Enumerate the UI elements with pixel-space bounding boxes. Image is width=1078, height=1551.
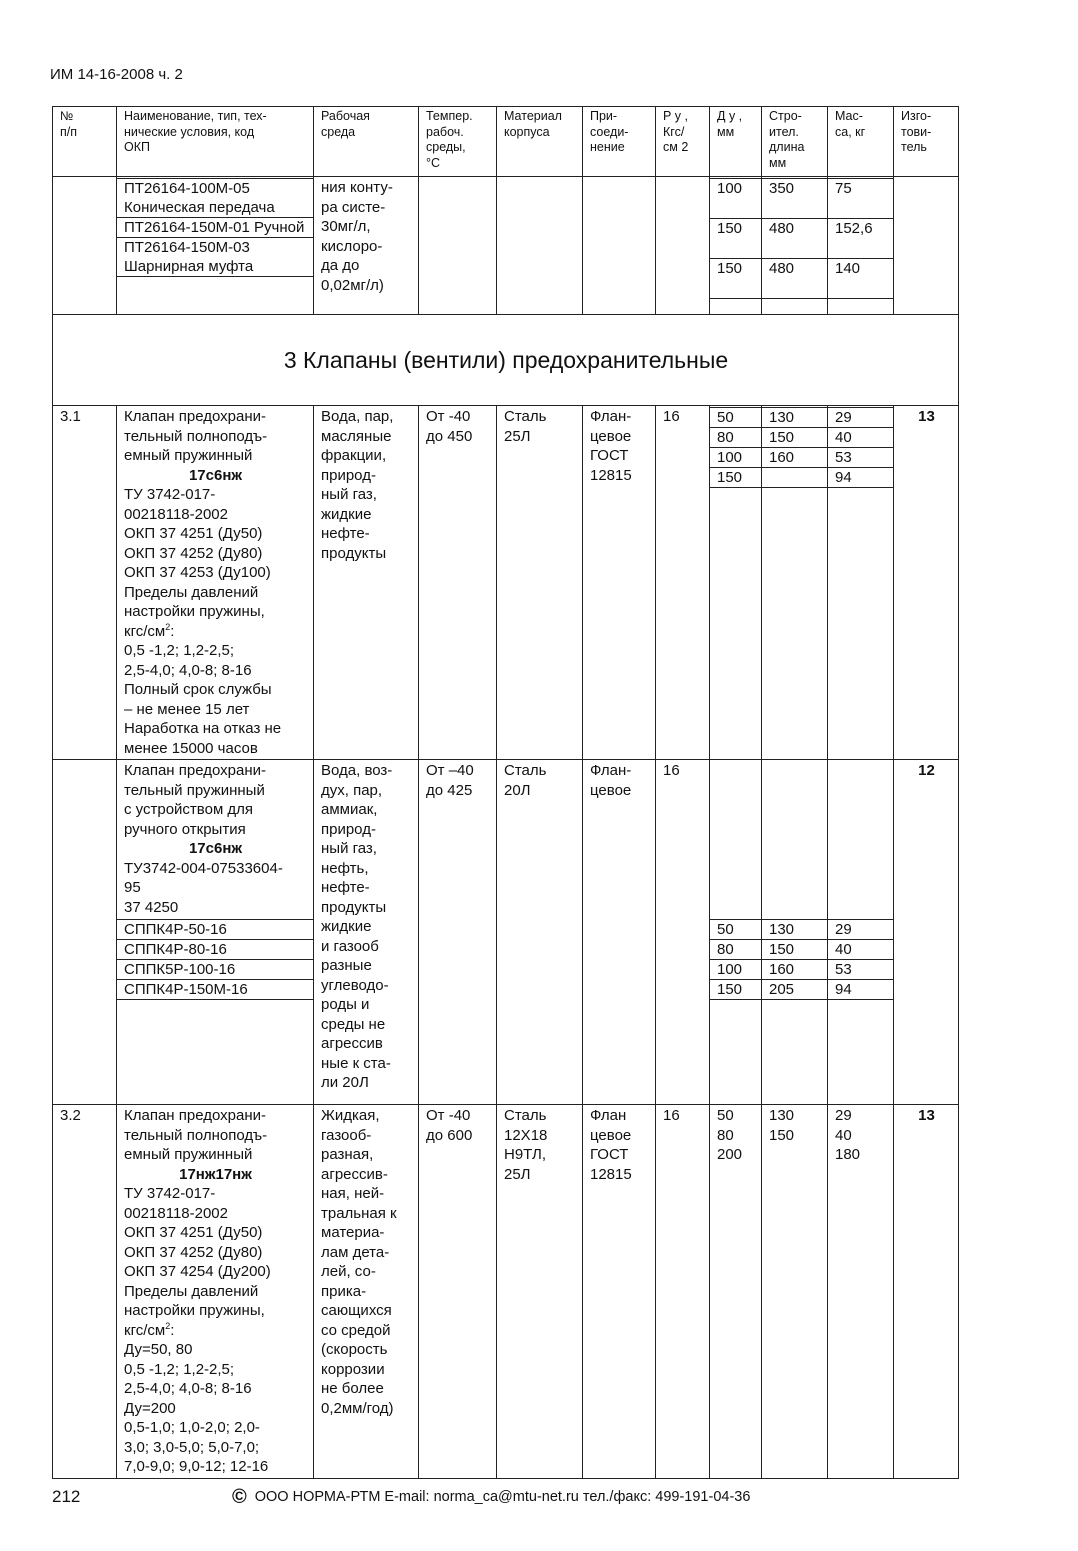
cell-dy: [710, 177, 762, 315]
boxed-value: 50: [710, 919, 761, 940]
boxed-value: 94: [828, 979, 893, 1000]
cell-temp: [419, 177, 497, 315]
cell-medium: [314, 1105, 419, 1479]
text-line: ная, ней-: [321, 1185, 385, 1202]
valves-table: [52, 106, 959, 1479]
text-line: мм: [769, 155, 787, 170]
text-line: тельный полноподъ-: [124, 427, 268, 445]
text-line: Клапан предохрани-: [124, 408, 266, 425]
cell-dy: [710, 406, 762, 760]
header-material: [497, 107, 583, 177]
cell-py: [656, 177, 710, 315]
text-line: ОКП: [124, 140, 150, 154]
text-line: 12815: [590, 1165, 632, 1183]
table-row-3-1: [53, 406, 959, 760]
boxed-value: 160: [762, 447, 827, 468]
text-line: Пределы давлений: [124, 1282, 259, 1300]
text-line: От -40: [426, 408, 471, 425]
cell-length: [762, 760, 828, 1105]
text-line: лей, со-: [321, 1263, 376, 1280]
text-line: ОКП 37 4252 (Ду80): [124, 544, 263, 562]
text-line: цевое: [590, 781, 632, 799]
text-line: Стро-: [769, 109, 802, 123]
text-line: сающихся: [321, 1302, 392, 1319]
text-line: ОКП 37 4253 (Ду100): [124, 564, 271, 581]
text-line: ОКП 37 4251 (Ду50): [124, 525, 263, 542]
boxed-value: 350: [762, 178, 827, 219]
text-line: тови-: [901, 124, 932, 139]
section-title: 3 Клапаны (вентили) предохранительные: [53, 315, 959, 406]
text-line: среды,: [426, 140, 466, 154]
boxed-value: 80: [710, 427, 761, 448]
cell-py: 16: [656, 1105, 710, 1479]
boxed-value: 100: [710, 178, 761, 219]
text-line: 25Л: [504, 427, 531, 445]
boxed-value: ПТ26164-150М-03 Шарнирная муфта: [117, 237, 313, 277]
text-line: ра систе-: [321, 198, 386, 216]
text-line: 12815: [590, 466, 632, 484]
cell-dy: [710, 1105, 762, 1479]
text-line: лам дета-: [321, 1243, 390, 1261]
copyright-icon: ©: [232, 1486, 247, 1508]
text-line: 80: [717, 1126, 734, 1144]
cell-mass: [828, 177, 894, 315]
text-line: прика-: [321, 1282, 367, 1300]
text-line: ТУ 3742-017-: [124, 1185, 216, 1202]
text-line: настройки пружины,: [124, 603, 265, 620]
boxed-value: 50: [710, 407, 761, 428]
boxed-value: СППК4Р-50-16: [117, 919, 313, 940]
text-line: 2,5-4,0; 4,0-8; 8-16: [124, 661, 252, 679]
boxed-value: 29: [828, 919, 893, 940]
text-line: 130: [769, 1107, 795, 1124]
text-line: Н9ТЛ,: [504, 1146, 547, 1163]
cell-py: 16: [656, 760, 710, 1105]
text-line: жидкие: [321, 918, 372, 935]
text-line: 95: [124, 879, 141, 896]
text-line: цевое: [590, 427, 632, 445]
text-line: 0,2мм/год): [321, 1399, 394, 1417]
text-line: ручного открытия: [124, 820, 246, 838]
text-line: Флан-: [590, 408, 632, 425]
cell-connection: [583, 760, 656, 1105]
text-line: жидкие: [321, 505, 372, 523]
text-line: коррозии: [321, 1360, 385, 1378]
text-line: ный газ,: [321, 486, 377, 503]
text-line: нефте-: [321, 525, 370, 542]
cell-mass: [828, 1105, 894, 1479]
text-line: Клапан предохрани-: [124, 1107, 266, 1124]
cell-material: [497, 1105, 583, 1479]
text-line: нические условия, код: [124, 124, 255, 139]
header-dy: [710, 107, 762, 177]
text-line: ный газ,: [321, 840, 377, 857]
table-header-row: [53, 107, 959, 177]
text-line: кислоро-: [321, 237, 383, 255]
table-row-continuation: [53, 177, 959, 315]
table-row-3-2: [53, 1105, 959, 1479]
text-line: нефте-: [321, 879, 370, 896]
header-py: [656, 107, 710, 177]
text-line: тельный пружинный: [124, 781, 265, 799]
table-row-3-1b: [53, 760, 959, 1105]
text-line: до 425: [426, 781, 473, 799]
boxed-value: СППК4Р-80-16: [117, 939, 313, 960]
text-line: 00218118-2002: [124, 1204, 228, 1222]
text-line: 20Л: [504, 781, 531, 799]
text-line: 50: [717, 1107, 734, 1124]
text-line: При-: [590, 109, 618, 123]
model-code: 17с6нж: [188, 466, 243, 484]
boxed-value: 80: [710, 939, 761, 960]
text-line: Наименование, тип, тех-: [124, 109, 267, 123]
text-line: цевое: [590, 1126, 632, 1144]
text-line: 25Л: [504, 1165, 531, 1183]
cell-maker: [894, 177, 959, 315]
text-line: ител.: [769, 124, 799, 139]
boxed-value: 150: [762, 939, 827, 960]
text-line: 0,5-1,0; 1,0-2,0; 2,0-: [124, 1419, 260, 1436]
cell-length: [762, 177, 828, 315]
boxed-value: 94: [828, 467, 893, 488]
document-id: ИМ 14-16-2008 ч. 2: [50, 66, 183, 83]
text-line: Изго-: [901, 109, 932, 123]
cell-num: [53, 177, 117, 315]
text-line: среда: [321, 124, 356, 139]
cell-connection: [583, 406, 656, 760]
text-line: 200: [717, 1146, 743, 1163]
text-line: Ду=200: [124, 1399, 176, 1417]
text-line: агрессив: [321, 1035, 383, 1052]
text-line: 2,5-4,0; 4,0-8; 8-16: [124, 1380, 252, 1397]
boxed-value: 140: [828, 258, 893, 299]
text-line: ОКП 37 4254 (Ду200): [124, 1263, 271, 1280]
header-temp: [419, 107, 497, 177]
boxed-value: СППК4Р-150М-16: [117, 979, 313, 1000]
superscript: 2: [165, 1320, 171, 1331]
boxed-value: 130: [762, 919, 827, 940]
text-line: Ду=50, 80: [124, 1341, 193, 1358]
text-line: 7,0-9,0; 9,0-12; 12-16: [124, 1458, 269, 1475]
cell-connection: [583, 177, 656, 315]
cell-material: [497, 760, 583, 1105]
text-line: Вода, пар,: [321, 408, 394, 425]
header-maker: [894, 107, 959, 177]
text-line: Материал: [504, 109, 562, 123]
text-line: природ-: [321, 466, 376, 484]
cell-mass: [828, 406, 894, 760]
section-row: [53, 315, 959, 406]
text-line: мм: [717, 124, 735, 139]
boxed-value: 150: [710, 467, 761, 488]
row-number: [53, 760, 117, 1105]
text-line: не более: [321, 1380, 384, 1397]
boxed-value: 40: [828, 427, 893, 448]
text-line: Сталь: [504, 408, 547, 425]
text-line: Мас-: [835, 109, 863, 123]
cell-length: [762, 1105, 828, 1479]
text-line: Пределы давлений: [124, 583, 259, 601]
text-line: длина: [769, 140, 805, 154]
boxed-value: 150: [762, 427, 827, 448]
text-line: 150: [769, 1126, 795, 1144]
text-line: Клапан предохрани-: [124, 762, 266, 779]
text-line: 00218118-2002: [124, 505, 228, 523]
cell-name: [117, 760, 314, 1105]
text-line: материа-: [321, 1224, 385, 1241]
text-line: ТУ3742-004-07533604-: [124, 859, 283, 877]
page-number: 212: [52, 1487, 81, 1506]
boxed-value: 75: [828, 178, 893, 219]
text-line: нение: [590, 140, 625, 154]
text-line: до 450: [426, 427, 473, 445]
cell-dy: [710, 760, 762, 1105]
text-line: до 600: [426, 1126, 473, 1144]
cell-py: 16: [656, 406, 710, 760]
text-line: природ-: [321, 820, 376, 838]
text-line: нефть,: [321, 859, 369, 877]
footer-copyright: [232, 1486, 750, 1509]
text-line: со средой: [321, 1321, 391, 1339]
text-line: №: [60, 109, 74, 123]
boxed-value: 130: [762, 407, 827, 428]
header-length: [762, 107, 828, 177]
boxed-value: 150: [710, 979, 761, 1000]
text-line: 37 4250: [124, 898, 179, 916]
cell-connection: [583, 1105, 656, 1479]
boxed-value: 29: [828, 407, 893, 428]
boxed-value: 100: [710, 959, 761, 980]
text-line: 0,5 -1,2; 1,2-2,5;: [124, 1360, 235, 1378]
text-line: Наработка на отказ не: [124, 720, 282, 737]
text-line: °С: [426, 155, 441, 170]
cell-name: [117, 1105, 314, 1479]
boxed-value: 160: [762, 959, 827, 980]
text-line: ные к ста-: [321, 1054, 391, 1072]
boxed-value: 150: [710, 218, 761, 259]
cell-material: [497, 177, 583, 315]
text-line: 3,0; 3,0-5,0; 5,0-7,0;: [124, 1438, 260, 1456]
text-line: газооб-: [321, 1126, 372, 1144]
text-line: разные: [321, 957, 372, 974]
cell-temp: [419, 760, 497, 1105]
text-line: 29: [835, 1107, 852, 1124]
text-line: масляные: [321, 427, 392, 445]
text-line: 180: [835, 1146, 861, 1163]
header-medium: [314, 107, 419, 177]
boxed-value: 150: [710, 258, 761, 299]
text-line: ГОСТ: [590, 1146, 629, 1163]
text-line: рабоч.: [426, 124, 464, 139]
text-line: са, кг: [835, 124, 866, 139]
text-line: роды и: [321, 996, 370, 1013]
cell-length: [762, 406, 828, 760]
text-line: соеди-: [590, 124, 629, 139]
text-line: тральная к: [321, 1204, 397, 1222]
cell-medium: [314, 177, 419, 315]
text-line: Вода, воз-: [321, 762, 393, 779]
text-line: Жидкая,: [321, 1107, 380, 1124]
model-code: 17нж17нж: [179, 1165, 252, 1183]
text-line: 30мг/л,: [321, 218, 371, 235]
text-line: см 2: [663, 140, 689, 154]
text-line: с устройством для: [124, 801, 254, 818]
text-line: (скорость: [321, 1341, 388, 1358]
text-line: – не менее 15 лет: [124, 700, 250, 718]
text-line: ОКП 37 4252 (Ду80): [124, 1243, 263, 1261]
cell-mass: [828, 760, 894, 1105]
model-code: 17с6нж: [188, 840, 243, 857]
text-line: Д у ,: [717, 109, 743, 123]
text-line: ГОСТ: [590, 447, 629, 464]
cell-maker: 13: [894, 406, 959, 760]
boxed-value: 100: [710, 447, 761, 468]
text-line: 0,02мг/л): [321, 276, 384, 294]
text-line: тель: [901, 140, 927, 154]
text-line: аммиак,: [321, 801, 378, 818]
text-line: корпуса: [504, 124, 550, 139]
text-line: От –40: [426, 762, 474, 779]
text-line: ли 20Л: [321, 1074, 369, 1091]
text-line: Сталь: [504, 1107, 547, 1124]
text-line: разная,: [321, 1146, 374, 1163]
text-line: продукты: [321, 898, 387, 916]
footer-text: ООО НОРМА-РТМ E-mail: norma_ca@mtu-net.ru тел./факс: 499-191-04-36: [254, 1489, 751, 1505]
boxed-value: ПТ26164-100М-05 Коническая передача: [117, 178, 313, 218]
cell-name: [117, 177, 314, 315]
text-line: фракции,: [321, 447, 387, 464]
text-line: настройки пружины,: [124, 1302, 265, 1319]
cell-temp: [419, 406, 497, 760]
text-line: углеводо-: [321, 976, 389, 994]
cell-maker: 13: [894, 1105, 959, 1479]
text-line: 40: [835, 1126, 852, 1144]
text-line: дух, пар,: [321, 781, 383, 799]
row-number: 3.1: [53, 406, 117, 760]
boxed-value: 152,6: [828, 218, 893, 259]
header-name: [117, 107, 314, 177]
boxed-value: 53: [828, 959, 893, 980]
text-line: емный пружинный: [124, 1146, 253, 1163]
boxed-value: 480: [762, 218, 827, 259]
text-line: Темпер.: [426, 109, 473, 123]
text-line: Флан: [590, 1107, 627, 1124]
text-line: ТУ 3742-017-: [124, 486, 216, 503]
text-line: емный пружинный: [124, 447, 253, 464]
text-line: Полный срок службы: [124, 681, 272, 698]
header-connection: [583, 107, 656, 177]
text-line: Р у ,: [663, 109, 689, 123]
boxed-value: 40: [828, 939, 893, 960]
text-line: кгс/$см^2$:: [124, 621, 175, 640]
text-line: менее 15000 часов: [124, 739, 258, 757]
text-line: Рабочая: [321, 109, 370, 123]
text-line: 12Х18: [504, 1126, 548, 1144]
text-line: 0,5 -1,2; 1,2-2,5;: [124, 642, 235, 659]
header-mass: [828, 107, 894, 177]
cell-name: [117, 406, 314, 760]
text-line: продукты: [321, 544, 387, 562]
cell-material: [497, 406, 583, 760]
text-line: среды не: [321, 1015, 386, 1033]
text-line: тельный полноподъ-: [124, 1126, 268, 1144]
text-line: ОКП 37 4251 (Ду50): [124, 1224, 263, 1241]
text-line: ния конту-: [321, 179, 393, 196]
boxed-value: СППК5Р-100-16: [117, 959, 313, 980]
boxed-value: [762, 467, 827, 488]
cell-medium: [314, 406, 419, 760]
text-line: Флан-: [590, 762, 632, 779]
text-line: и газооб: [321, 937, 379, 955]
boxed-value: 205: [762, 979, 827, 1000]
text-line: кгс/$см^2$:: [124, 1320, 175, 1339]
row-number: 3.2: [53, 1105, 117, 1479]
cell-medium: [314, 760, 419, 1105]
text-line: Кгс/: [663, 124, 685, 139]
text-line: От -40: [426, 1107, 471, 1124]
boxed-value: ПТ26164-150М-01 Ручной: [117, 217, 313, 238]
boxed-value: 480: [762, 258, 827, 299]
text-line: Сталь: [504, 762, 547, 779]
superscript: 2: [165, 621, 171, 632]
cell-temp: [419, 1105, 497, 1479]
text-line: да до: [321, 257, 360, 274]
cell-maker: 12: [894, 760, 959, 1105]
text-line: агрессив-: [321, 1165, 388, 1183]
text-line: п/п: [60, 124, 78, 139]
boxed-value: 53: [828, 447, 893, 468]
header-num: [53, 107, 117, 177]
